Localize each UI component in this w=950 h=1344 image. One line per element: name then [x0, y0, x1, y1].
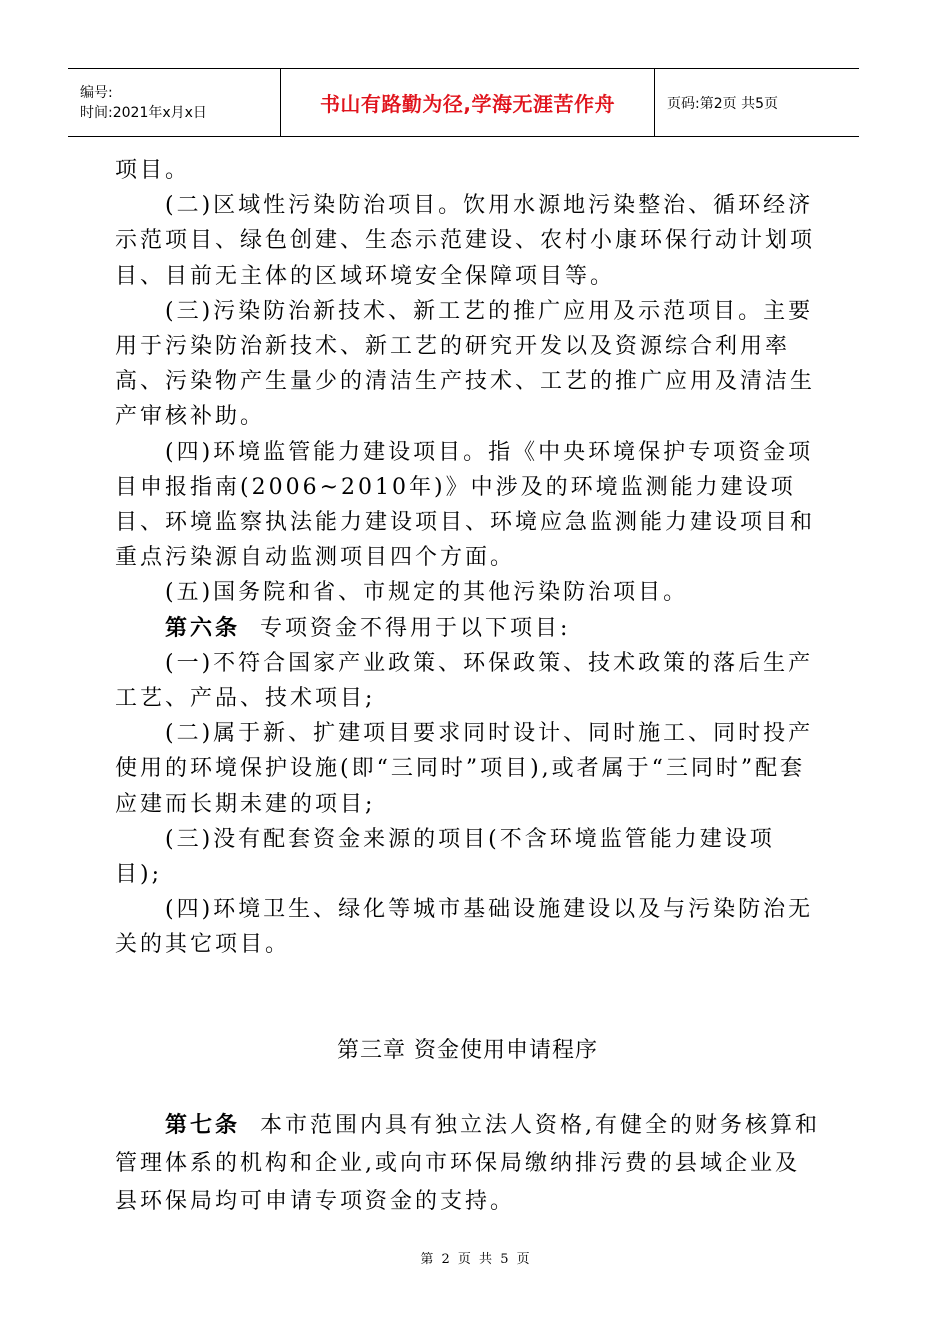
- chapter-title: 第三章 资金使用申请程序: [337, 1037, 598, 1063]
- page-header: [68, 68, 859, 137]
- paragraph-exclusion-4: (四)环境卫生、绿化等城市基础设施建设以及与污染防治无关的其它项目。: [115, 897, 814, 958]
- paragraph-item-4: (四)环境监管能力建设项目。指《中央环境保护专项资金项目申报指南(2006~2010年)》中涉及的环境监测能力建设项目、环境监察执法能力建设项目、环境应急监测能力建设项目和重点污染源自动监测项目四个方面。: [115, 439, 816, 571]
- document-number-label: 编号:: [80, 84, 113, 101]
- paragraph-continuation: 项目。: [115, 158, 191, 183]
- paragraph-exclusion-3: (三)没有配套资金来源的项目(不含环境监管能力建设项目);: [115, 826, 775, 888]
- header-motto: 书山有路勤为径,学海无涯苦作舟: [281, 69, 655, 136]
- article-6: [115, 611, 820, 646]
- header-meta: [68, 69, 281, 136]
- article-7: [115, 1106, 820, 1221]
- article-7-text: 本市范围内具有独立法人资格,有健全的财务核算和管理体系的机构和企业,或向市环保局缴纳排污费的县域企业及县环保局均可申请专项资金的支持。: [115, 1112, 821, 1214]
- header-page-label: 页码:第2页 共5页: [667, 95, 778, 112]
- document-body: [115, 153, 820, 1221]
- document-time-label: 时间:2021年x月x日: [80, 104, 207, 121]
- paragraph-exclusion-2: (二)属于新、扩建项目要求同时设计、同时施工、同时投产使用的环境保护设施(即“三同时”项目),或者属于“三同时”配套应建而长期未建的项目;: [115, 721, 814, 817]
- page-footer: 第 2 页 共 5 页: [420, 1252, 530, 1267]
- paragraph-item-5: (五)国务院和省、市规定的其他污染防治项目。: [165, 580, 689, 606]
- article-6-label: 第六条: [165, 614, 241, 641]
- paragraph-item-3: (三)污染防治新技术、新工艺的推广应用及示范项目。主要用于污染防治新技术、新工艺的研究开发以及资源综合利用率高、污染物产生量少的清洁生产技术、工艺的推广应用及清洁生产审核补助。: [115, 298, 816, 430]
- article-6-text: 专项资金不得用于以下项目:: [260, 615, 571, 641]
- paragraph-item-2: (二)区域性污染防治项目。饮用水源地污染整治、循环经济示范项目、绿色创建、生态示范建设、农村小康环保行动计划项目、目前无主体的区域环境安全保障项目等。: [115, 193, 816, 289]
- paragraph-exclusion-1: (一)不符合国家产业政策、环保政策、技术政策的落后生产工艺、产品、技术项目;: [115, 650, 814, 712]
- article-7-label: 第七条: [165, 1111, 241, 1138]
